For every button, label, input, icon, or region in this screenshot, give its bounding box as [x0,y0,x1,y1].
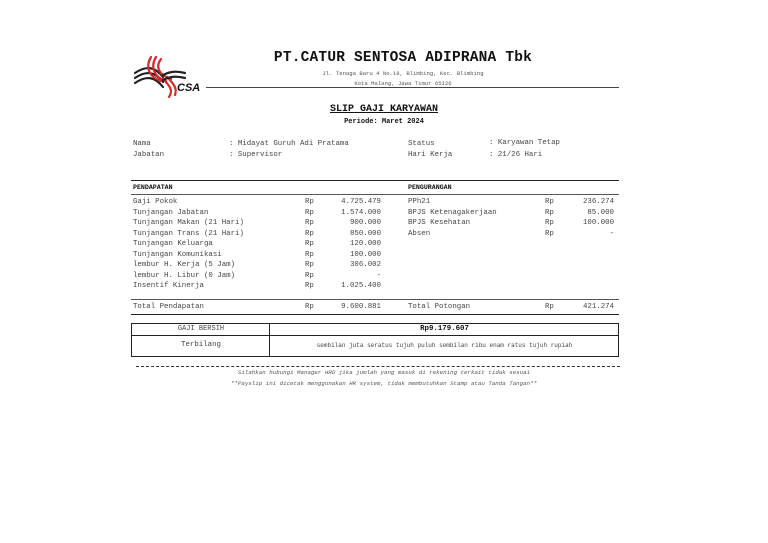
earnings-row-currency: Rp [305,198,314,206]
deductions-row-label: BPJS Kesehatan [408,219,471,227]
earnings-row-currency: Rp [305,261,314,269]
deductions-row [408,230,614,241]
earnings-row-label: Insentif Kinerja [133,282,204,290]
net-salary-label: GAJI BERSIH [177,325,225,333]
deductions-row-label: PPh21 [408,198,431,206]
earnings-total-amount: 9.600.881 [341,303,381,311]
earnings-row-amount: 306.002 [349,261,381,269]
section-top-rule [131,180,619,181]
deductions-row-currency: Rp [545,208,554,217]
section-header-rule [131,194,619,195]
footer-note-2: **Payslip ini dicetak menggunakan HR system, tidak membutuhkan Stamp atau Tanda Tangan** [230,380,538,387]
net-salary-divider [132,335,618,336]
company-address-line2: Kota Malang, Jawa Timur 65126 [354,80,452,87]
totals-top-rule [131,299,619,300]
csa-logo-icon [133,55,211,99]
earnings-row-label: Tunjangan Jabatan [133,208,209,217]
net-salary-words-value: sembilan juta seratus tujuh puluh sembilan ribu enam ratus tujuh rupiah [316,342,573,349]
employee-workdays-label: Hari Kerja [408,151,453,159]
company-name: PT.CATUR SENTOSA ADIPRANA Tbk [273,50,533,66]
company-address-line1: Jl. Tenaga Baru 4 No.18, Blimbing, Kec. Blimbing [322,70,484,77]
earnings-row-amount: 120.000 [349,240,381,248]
employee-workdays-value: : 21/26 Hari [489,151,543,159]
employee-name-label: Nama [133,140,151,148]
earnings-row-label: lembur H. Libur (0 Jam) [133,271,236,280]
deductions-row-currency: Rp [545,229,554,238]
earnings-row-label: Tunjangan Trans (21 Hari) [133,229,244,238]
earnings-row-label: Tunjangan Makan (21 Hari) [133,219,244,227]
deductions-row-amount: 236.274 [582,198,614,206]
earnings-row-amount: 4.725.479 [341,198,381,206]
earnings-row-currency: Rp [305,219,314,227]
earnings-row [133,230,383,241]
earnings-row-amount: 1.574.000 [341,208,381,217]
earnings-row-currency: Rp [305,250,314,259]
deductions-total-currency: Rp [545,303,554,311]
earnings-row [133,272,383,283]
earnings-row-label: Gaji Pokok [133,198,178,206]
earnings-row [133,219,383,230]
earnings-row-currency: Rp [305,240,314,248]
earnings-row-amount: 900.000 [349,219,381,227]
deductions-row-currency: Rp [545,219,554,227]
earnings-row [133,240,383,251]
earnings-row-currency: Rp [305,229,314,238]
earnings-row [133,251,383,262]
earnings-row-amount: 100.000 [349,250,381,259]
deductions-total-row [408,303,614,314]
net-salary-value: Rp9.179.607 [420,325,469,333]
deductions-row-currency: Rp [545,198,554,206]
deductions-row-amount: 85.000 [587,208,614,217]
slip-period: Periode: Maret 2024 [344,118,424,126]
earnings-row-label: lembur H. Kerja (5 Jam) [133,261,236,269]
slip-title: SLIP GAJI KARYAWAN [329,104,439,115]
net-salary-box [131,323,619,357]
deductions-row [408,198,614,209]
employee-name-value: : Midayat Guruh Adi Pratama [229,140,349,148]
deductions-total-amount: 421.274 [582,303,614,311]
footer-dashed-rule [136,366,620,367]
earnings-row [133,198,383,209]
footer-note-1: Silahkan hubungi Manager HRD jika jumlah yang masuk di rekening terkait tidak sesuai [237,369,531,376]
employee-position-value: : Supervisor [229,151,283,159]
deductions-row-label: Absen [408,229,431,238]
earnings-total-currency: Rp [305,303,314,311]
earnings-row-amount: - [376,271,381,280]
deductions-row-label: BPJS Ketenagakerjaan [408,208,497,217]
earnings-row-currency: Rp [305,208,314,217]
employee-status-value: : Karyawan Tetap [489,139,560,147]
logo-text: CSA [177,82,201,94]
net-salary-words-label: Terbilang [181,341,221,349]
deductions-row-amount: - [609,229,614,238]
earnings-row-currency: Rp [305,271,314,280]
company-header [216,50,590,89]
earnings-total-label: Total Pendapatan [133,303,204,311]
earnings-total-row [133,303,383,314]
earnings-row [133,282,383,293]
earnings-row-label: Tunjangan Keluarga [133,240,213,248]
earnings-row-amount: 1.025.400 [341,282,381,290]
deductions-row-amount: 100.000 [582,219,614,227]
earnings-heading: PENDAPATAN [133,184,173,191]
earnings-row [133,209,383,220]
totals-bottom-rule [131,314,619,315]
deductions-row [408,209,614,220]
earnings-row-label: Tunjangan Komunikasi [133,250,222,259]
deductions-row [408,219,614,230]
deductions-total-label: Total Potongan [408,303,471,311]
deductions-heading: PENGURANGAN [408,184,452,191]
employee-status-label: Status [408,140,435,148]
earnings-row-amount: 850.000 [349,229,381,238]
company-logo [133,55,211,99]
earnings-row [133,261,383,272]
earnings-row-currency: Rp [305,282,314,290]
employee-position-label: Jabatan [133,151,165,159]
